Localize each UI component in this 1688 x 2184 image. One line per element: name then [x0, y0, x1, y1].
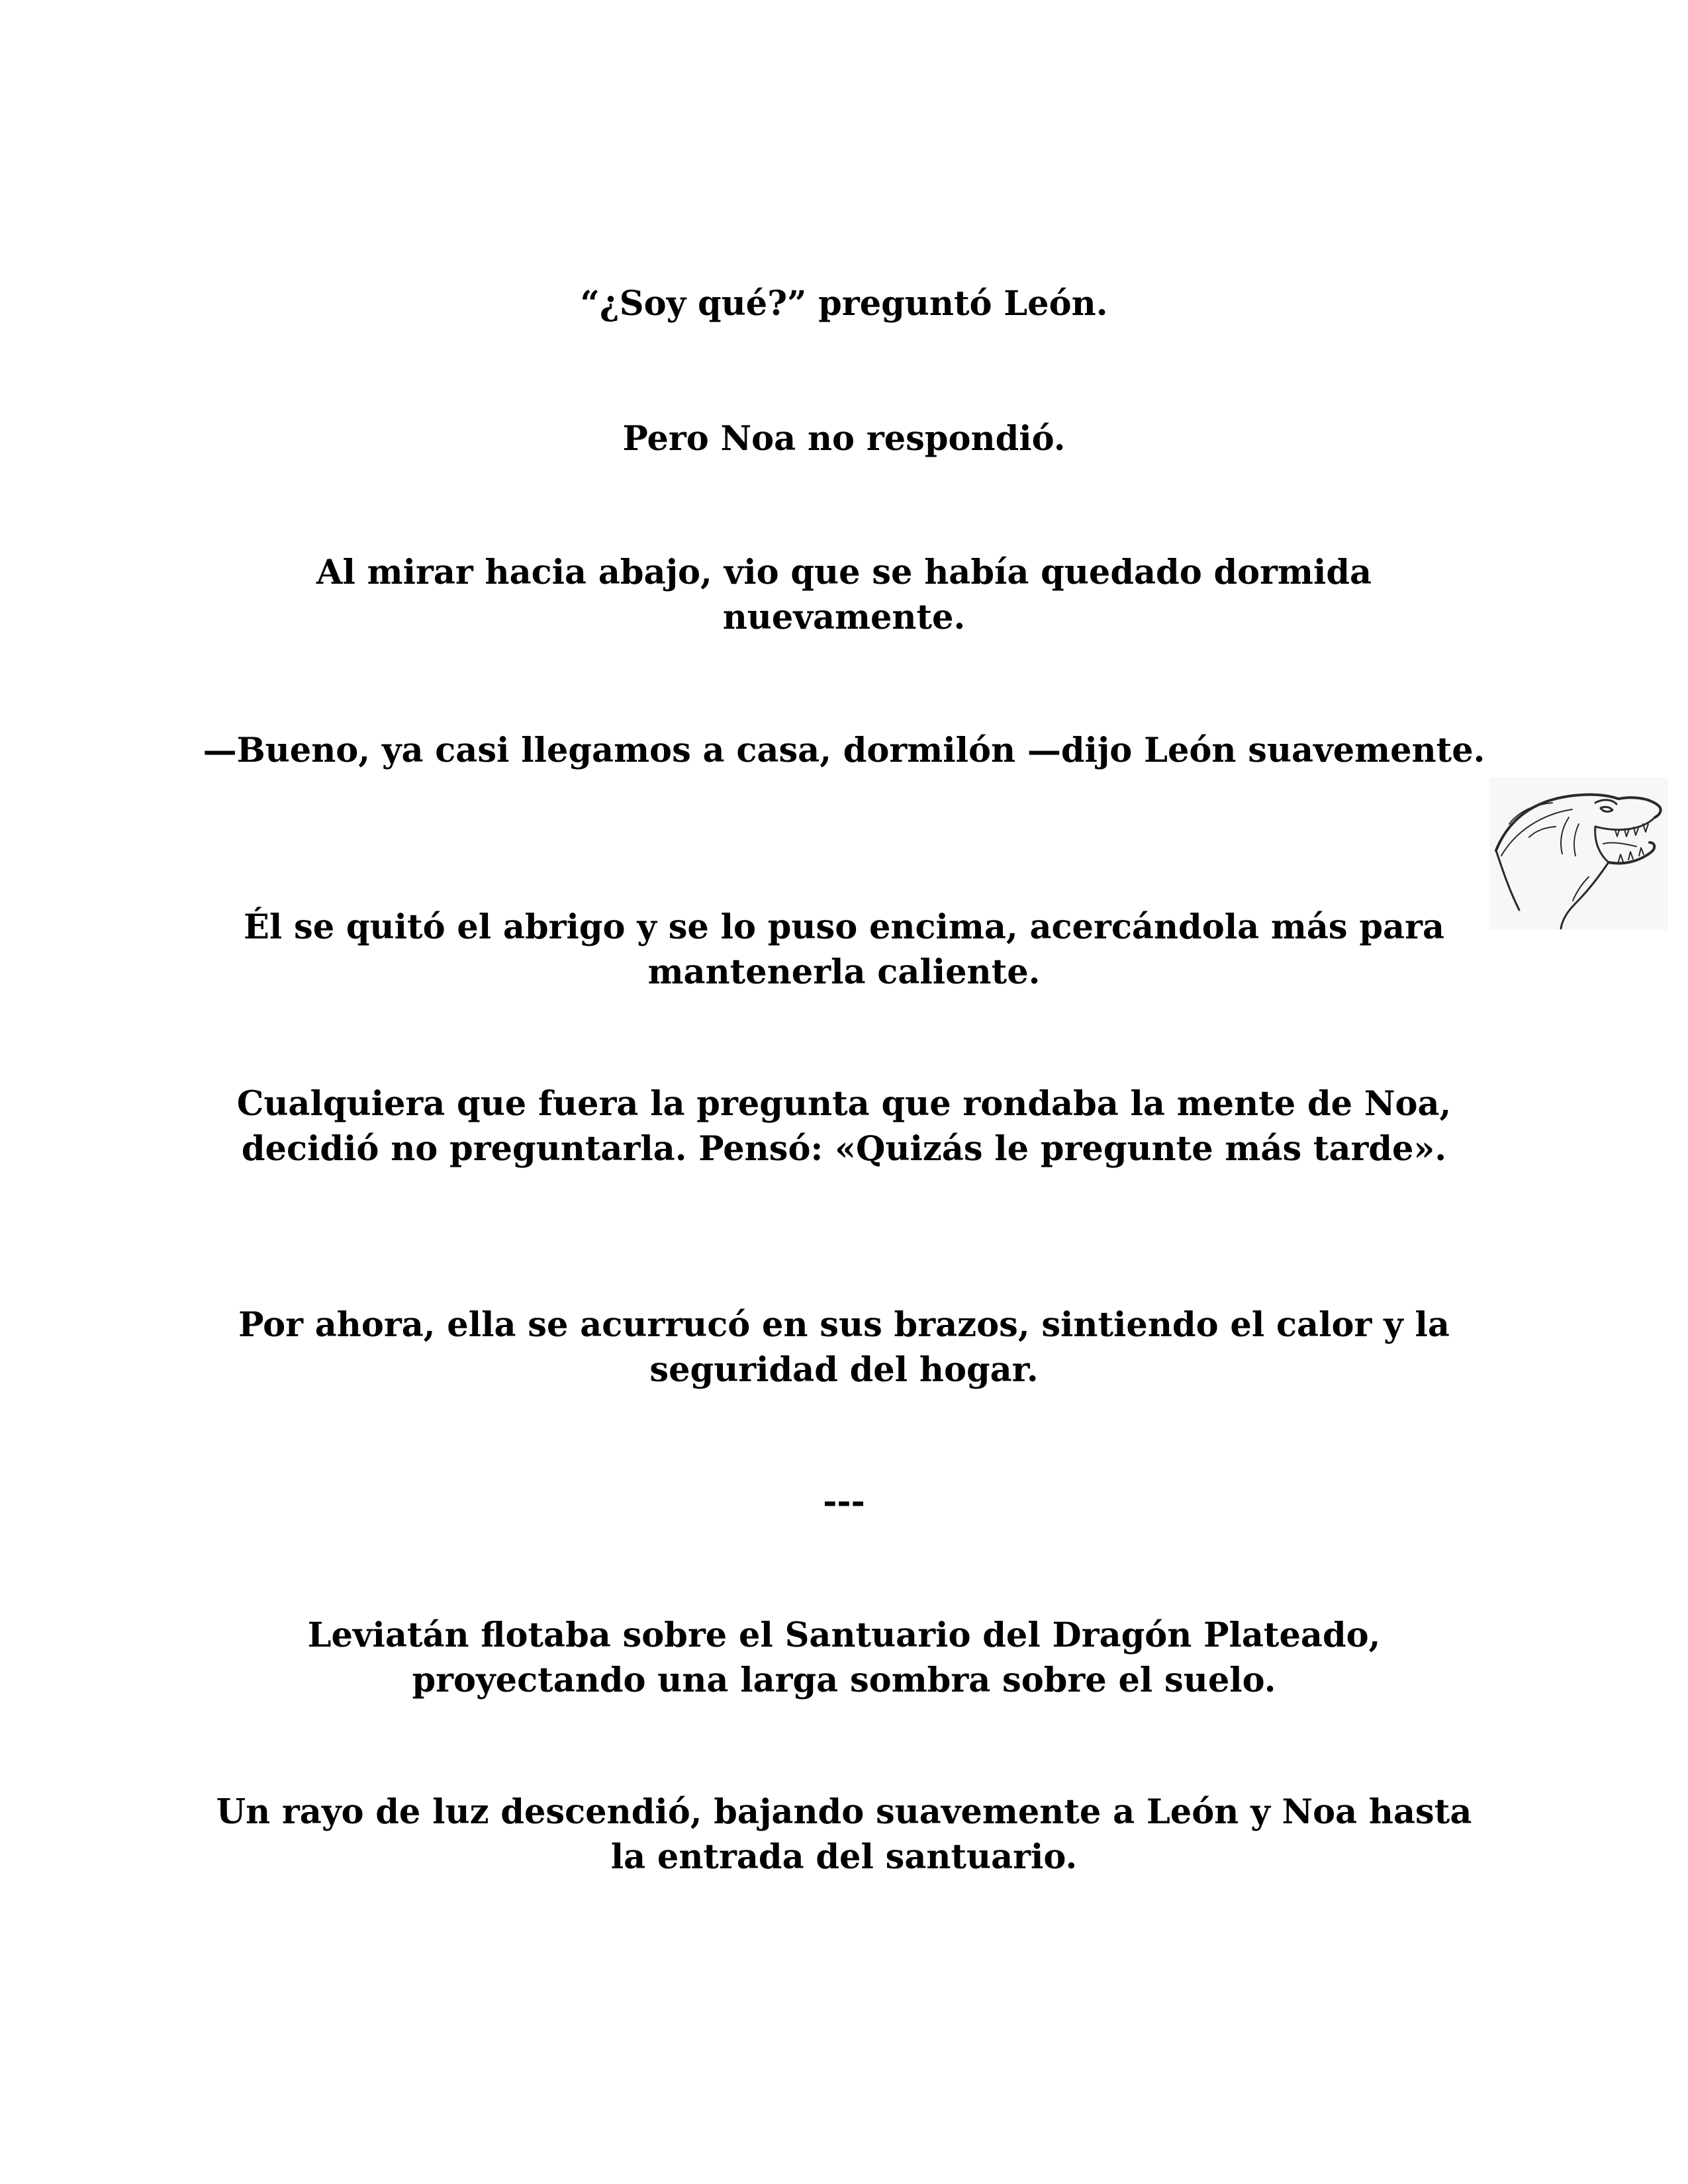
paragraph-no-answer: Pero Noa no respondió. — [622, 419, 1066, 459]
paragraph-question-thought: Cualquiera que fuera la pregunta que rondaba la mente de Noa, decidió no preguntarla. Pensó: «Quizás le pregunte más tarde». — [236, 1084, 1452, 1169]
paragraph-question: “¿Soy qué?” preguntó León. — [580, 284, 1108, 324]
paragraph-light-beam: Un rayo de luz descendió, bajando suavemente a León y Noa hasta la entrada del santuario. — [216, 1792, 1472, 1877]
paragraph-almost-home: —Bueno, ya casi llegamos a casa, dormilón —dijo León suavemente. — [203, 731, 1485, 770]
paragraph-coat: Él se quitó el abrigo y se lo puso encima, acercándola más para mantenerla caliente. — [243, 907, 1444, 992]
paragraph-leviathan: Leviatán flotaba sobre el Santuario del Dragón Plateado, proyectando una larga sombra sobre el suelo. — [307, 1615, 1381, 1700]
paragraph-asleep: Al mirar hacia abajo, vio que se había quedado dormida nuevamente. — [316, 553, 1372, 637]
dinosaur-head-sketch-icon — [1489, 778, 1668, 930]
paragraph-warmth: Por ahora, ella se acurrucó en sus brazos, sintiendo el calor y la seguridad del hogar. — [238, 1305, 1450, 1390]
section-divider: --- — [823, 1482, 865, 1522]
